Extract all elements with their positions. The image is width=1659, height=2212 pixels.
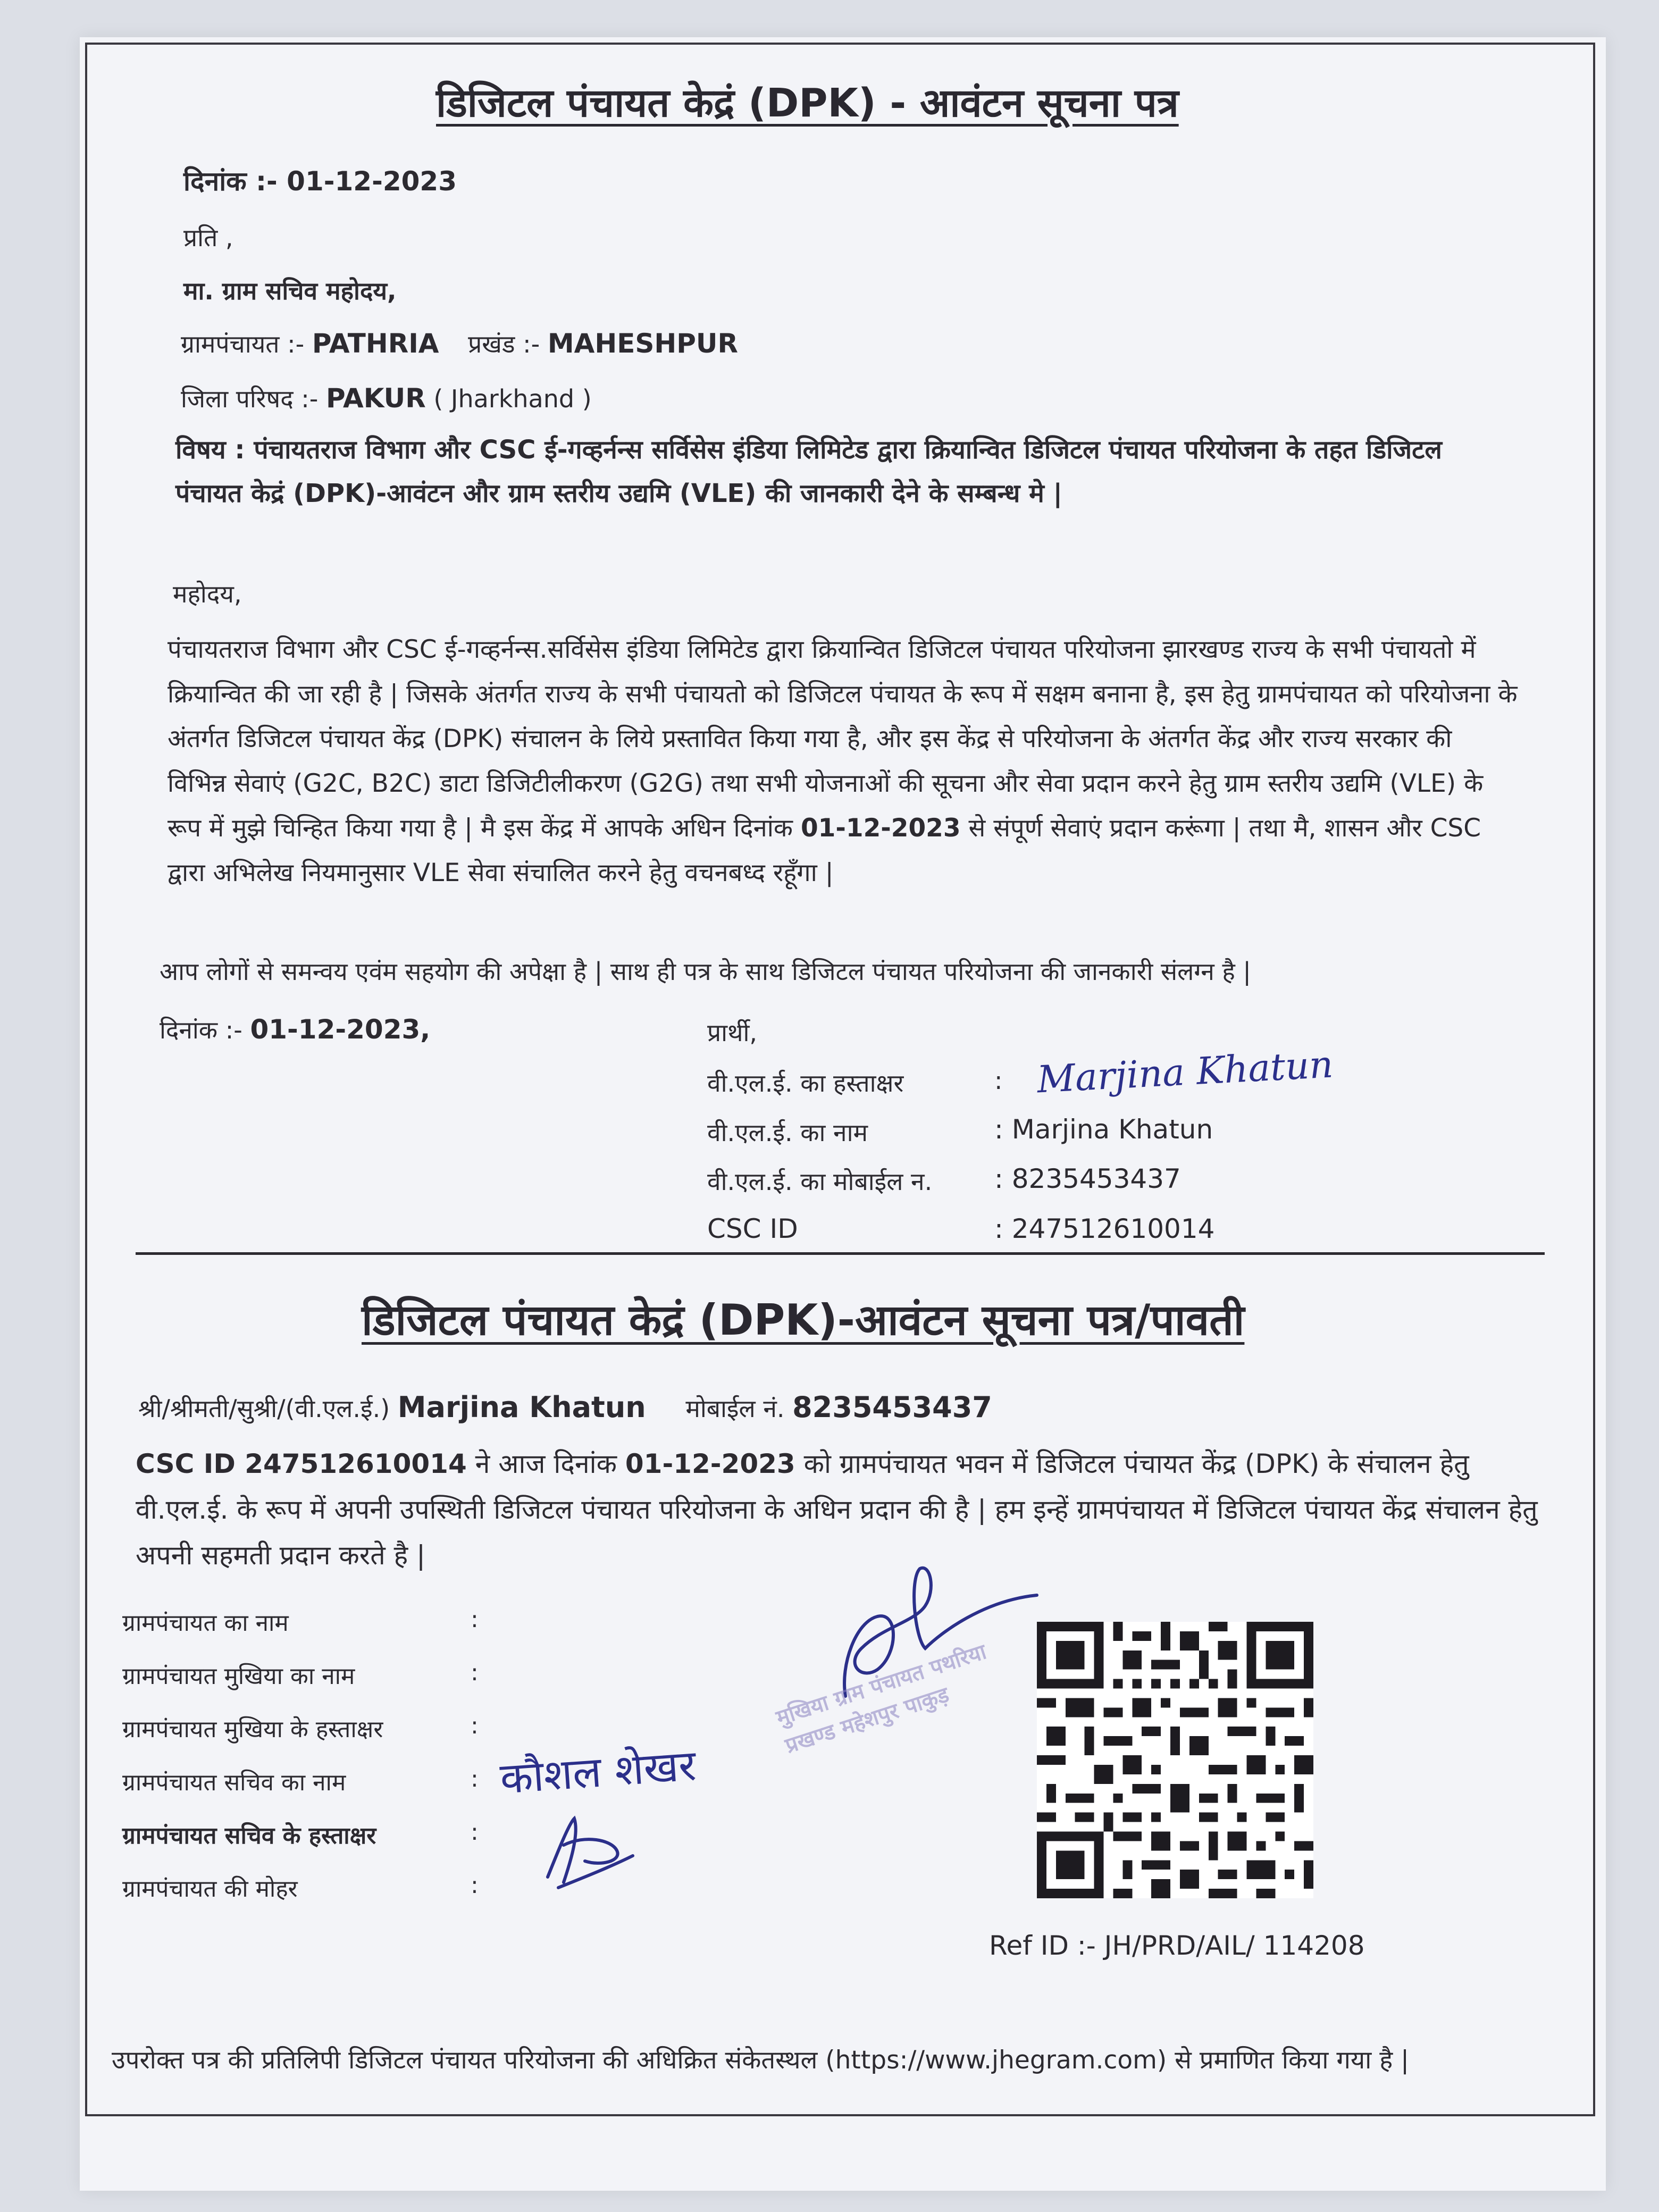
field-seal-colon: : bbox=[471, 1872, 479, 1899]
secretary-signature-icon bbox=[537, 1803, 638, 1893]
vle-sign-colon: : bbox=[994, 1066, 1003, 1095]
gp-value: PATHRIA bbox=[312, 328, 439, 359]
body-paragraph bbox=[167, 627, 1518, 895]
closing-date-value: 01-12-2023, bbox=[250, 1014, 431, 1045]
to-line: प्रति , bbox=[183, 223, 233, 252]
secretary-name-handwritten: कौशल शेखर bbox=[498, 1740, 698, 1804]
csc-id-value: : 247512610014 bbox=[994, 1213, 1215, 1244]
district-value: PAKUR bbox=[325, 383, 426, 414]
receipt-text-2: को ग्रामपंचायत भवन में डिजिटल पंचायत केंद्र (DPK) के संचालन हेतु वी.एल.ई. के रूप में अपनी उपस्थिती डिजिटल पंचायत परियोजना के अधिन प्रदान की है | हम इन्हें ग्रामपंचायत में डिजिटल पंचायत केंद्र संचालन हेतु अपनी सहमती प्रदान करते है | bbox=[136, 1448, 1538, 1571]
vle-name-value: : Marjina Khatun bbox=[994, 1114, 1213, 1145]
ref-id: Ref ID :- JH/PRD/AIL/ 114208 bbox=[989, 1930, 1365, 1961]
mobile-value: 8235453437 bbox=[792, 1390, 992, 1424]
field-secretary-sign-label: ग्रामपंचायत सचिव के हस्ताक्षर bbox=[122, 1822, 376, 1849]
field-mukhiya-name-label: ग्रामपंचायत मुखिया का नाम bbox=[122, 1663, 355, 1690]
district-label: जिला परिषद :- bbox=[181, 384, 319, 413]
body-part-2: से संपूर्ण सेवाएं प्रदान करूंगा | तथा मै, शासन और CSC द्वारा अभिलेख नियमानुसार VLE सेवा संचालित करने हेतु वचनबध्द रहूँगा | bbox=[167, 814, 1481, 887]
field-secretary-name-colon: : bbox=[471, 1765, 479, 1792]
vle-signature: Marjina Khatun bbox=[1036, 1042, 1335, 1102]
receipt-title: डिजिटल पंचायत केद्रं (DPK)-आवंटन सूचना पत्र/पावती bbox=[362, 1295, 1245, 1345]
field-secretary-name-label: ग्रामपंचायत सचिव का नाम bbox=[122, 1769, 346, 1796]
section-divider bbox=[136, 1252, 1545, 1255]
subject-paragraph: विषय : पंचायतराज विभाग और CSC ई-गव्हर्नन्स सर्विसेस इंडिया लिमिटेड द्वारा क्रियान्वित डिजिटल पंचायत परियोजना के तहत डिजिटल पंचायत केद्रं (DPK)-आवंटन और ग्राम स्तरीय उद्यमि (VLE) की जानकारी देने के सम्बन्ध मे | bbox=[175, 435, 1442, 508]
person-name: Marjina Khatun bbox=[397, 1390, 646, 1424]
receipt-csc-id: CSC ID 247512610014 bbox=[136, 1448, 467, 1479]
addressee: मा. ग्राम सचिव महोदय, bbox=[183, 276, 397, 305]
body-part-1: पंचायतराज विभाग और CSC ई-गव्हर्नन्स.सर्विसेस इंडिया लिमिटेड द्वारा क्रियान्वित डिजिटल पंचायत परियोजना झारखण्ड राज्य के सभी पंचायतो में क्रियान्वित की जा रही है | जिसके अंतर्गत राज्य के सभी पंचायतो को डिजिटल पंचायत के रूप में सक्षम बनाना है, इस हेतु ग्रामपंचायत को परियोजना के अंतर्गत डिजिटल पंचायत केंद्र (DPK) संचालन के लिये प्रस्तावित किया गया है, और इस केंद्र से परियोजना के अंतर्गत केंद्र और राज्य सरकार की विभिन्न सेवाएं (G2C, B2C) डाटा डिजिटीलीकरण (G2G) तथा सभी योजनाओं की सूचना और सेवा प्रदान करने हेतु ग्राम स्तरीय उद्यमि (VLE) के रूप में मुझे चिन्हित किया गया है | मै इस केंद्र में आपके अधिन दिनांक bbox=[167, 635, 1518, 843]
receipt-person-line bbox=[138, 1390, 992, 1425]
person-prefix: श्री/श्रीमती/सुश्री/(वी.एल.ई.) bbox=[138, 1394, 390, 1423]
field-gp-name-colon: : bbox=[471, 1606, 479, 1633]
field-mukhiya-sign-colon: : bbox=[471, 1712, 479, 1739]
notice-title: डिजिटल पंचायत केद्रं (DPK) - आवंटन सूचना पत्र bbox=[436, 80, 1179, 126]
vle-mobile-label: वी.एल.ई. का मोबाईल न. bbox=[707, 1167, 933, 1196]
field-seal-label: ग्रामपंचायत की मोहर bbox=[122, 1875, 298, 1903]
mobile-label: मोबाईल नं. bbox=[685, 1394, 785, 1423]
receipt-date: 01-12-2023 bbox=[625, 1448, 795, 1479]
applicant-label: प्रार्थी, bbox=[707, 1018, 758, 1047]
gram-panchayat-line bbox=[181, 327, 738, 360]
panchayat-seal-stamp: मुखिया ग्राम पंचायत पथरिया प्रखण्ड महेशपुर पाकुड़ bbox=[773, 1639, 990, 1758]
district-line bbox=[181, 382, 592, 415]
block-value: MAHESHPUR bbox=[547, 328, 738, 359]
gp-label: ग्रामपंचायत :- bbox=[181, 330, 305, 358]
footer-note: उपरोक्त पत्र की प्रतिलिपी डिजिटल पंचायत परियोजना की अधिक्रित संकेतस्थल (https://www.jhegram.com) से प्रमाणित किया गया है | bbox=[112, 2046, 1409, 2075]
state-value: ( Jharkhand ) bbox=[433, 384, 592, 413]
closing-date-label: दिनांक :- bbox=[160, 1016, 242, 1044]
csc-id-label: CSC ID bbox=[707, 1213, 798, 1244]
notice-date: दिनांक :- 01-12-2023 bbox=[183, 166, 457, 197]
request-line: आप लोगों से समन्वय एवंम सहयोग की अपेक्षा है | साथ ही पत्र के साथ डिजिटल पंचायत परियोजना की जानकारी संलग्न है | bbox=[160, 957, 1251, 986]
field-mukhiya-name-colon: : bbox=[471, 1659, 479, 1686]
vle-name-label: वी.एल.ई. का नाम bbox=[707, 1118, 868, 1147]
body-date: 01-12-2023 bbox=[800, 814, 961, 843]
vle-sign-label: वी.एल.ई. का हस्ताक्षर bbox=[707, 1069, 904, 1097]
qr-code-icon bbox=[1037, 1622, 1313, 1898]
closing-date bbox=[160, 1013, 430, 1046]
block-label: प्रखंड :- bbox=[468, 330, 540, 358]
greeting: महोदय, bbox=[173, 580, 242, 608]
receipt-text-1: ने आज दिनांक bbox=[475, 1448, 617, 1479]
field-mukhiya-sign-label: ग्रामपंचायत मुखिया के हस्ताक्षर bbox=[122, 1716, 383, 1743]
field-gp-name-label: ग्रामपंचायत का नाम bbox=[122, 1610, 289, 1637]
field-secretary-sign-colon: : bbox=[471, 1819, 479, 1846]
vle-mobile-value: : 8235453437 bbox=[994, 1163, 1181, 1194]
